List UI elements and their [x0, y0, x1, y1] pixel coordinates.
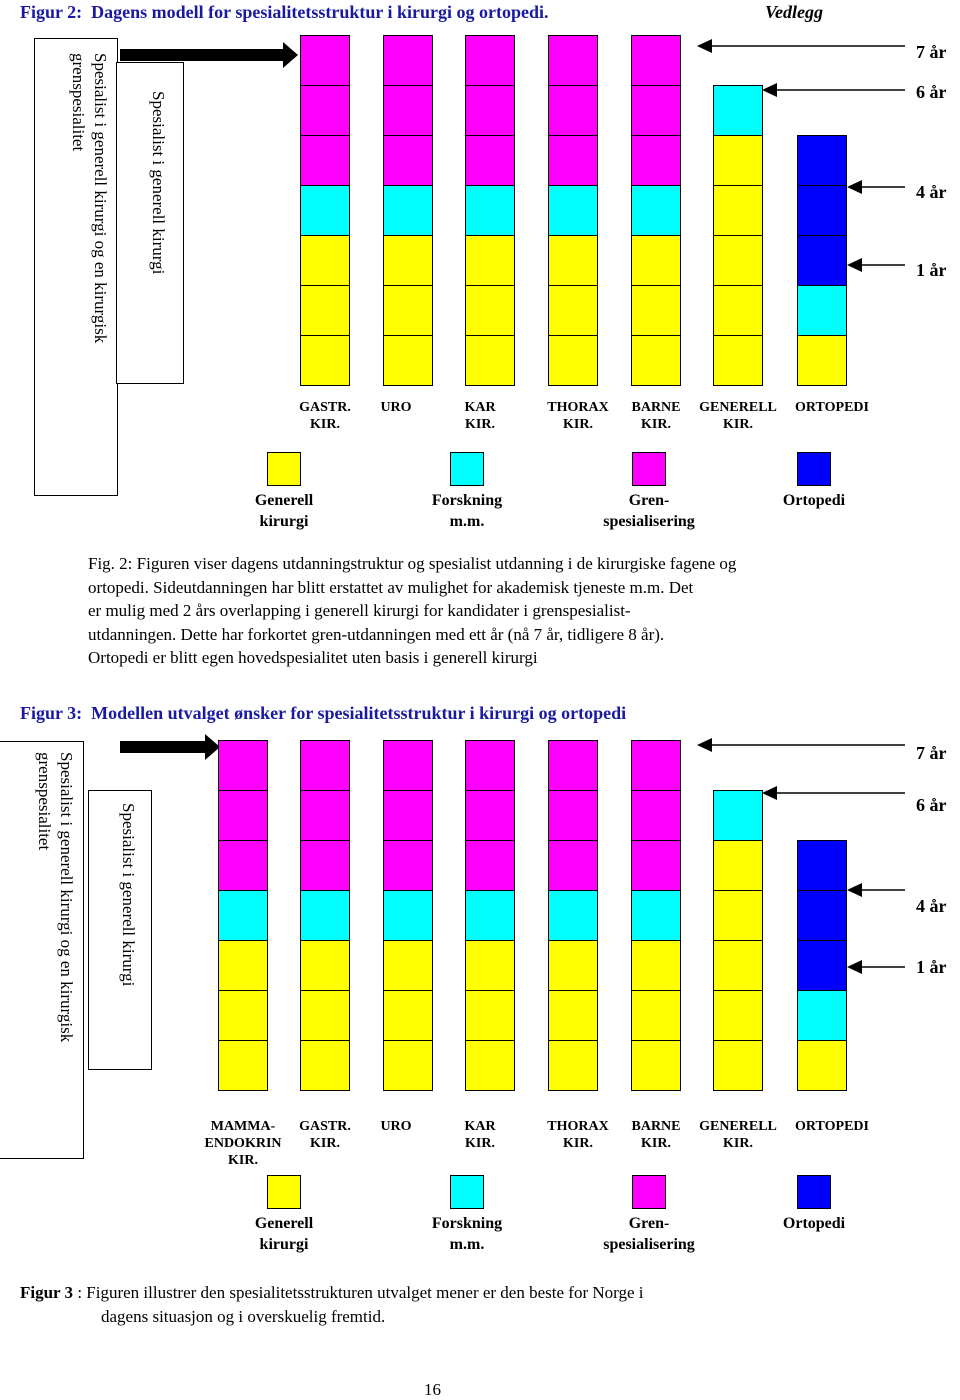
fig3-column	[218, 741, 268, 1091]
fig2-legend-label: Gren- spesialisering	[603, 492, 695, 530]
fig3-inner-box-text: Spesialist i generell kirurgi	[119, 803, 138, 987]
page-number: 16	[424, 1380, 441, 1399]
fig3-column	[713, 791, 763, 1091]
fig2-column-label: GASTR. KIR.	[299, 400, 351, 432]
fig3-cell-forskning	[465, 890, 515, 941]
fig3-cell-generell	[548, 1040, 598, 1091]
fig3-legend-label: Forskning m.m.	[431, 1215, 503, 1253]
fig3-top-arrow-head	[697, 738, 712, 752]
fig3-4ar-arrow-head	[847, 883, 862, 897]
fig3-cell-gren	[383, 740, 433, 791]
fig3-title-label: Figur 3:	[20, 703, 83, 723]
fig3-cell-ortopedi	[797, 840, 847, 891]
fig3-cell-generell	[465, 990, 515, 1041]
fig2-legend-label: Forskning m.m.	[431, 492, 503, 530]
fig3-6ar-arrow-head	[762, 786, 777, 800]
fig2-thick-arrow	[120, 42, 298, 68]
fig3-year-label: 4 år	[916, 896, 947, 916]
fig3-column-label: BARNE KIR.	[631, 1119, 681, 1151]
fig2-top-arrow-head	[697, 39, 712, 53]
fig3-cell-generell	[797, 1040, 847, 1091]
fig3-cell-generell	[713, 890, 763, 941]
fig2-legend-label: Ortopedi	[782, 492, 846, 509]
fig3-cell-generell	[631, 990, 681, 1041]
fig2-column-label: THORAX KIR.	[547, 400, 609, 432]
fig3-cell-generell	[383, 940, 433, 991]
fig3-cell-generell	[465, 1040, 515, 1091]
fig3-cell-generell	[713, 940, 763, 991]
fig2-caption-line-2: ortopedi. Sideutdanningen har blitt erstattet av mulighet for akademisk tjeneste m.m. Det	[88, 577, 694, 597]
fig2-caption-line-1: Fig. 2: Figuren viser dagens utdanningstruktur og spesialist utdanning i de kirurgiske fagene og	[88, 554, 737, 573]
fig2-caption-line-5: Ortopedi er blitt egen hovedspesialitet uten basis i generell kirurgi	[88, 648, 538, 667]
fig3-cell-gren	[218, 840, 268, 891]
fig3-cell-forskning	[218, 890, 268, 941]
fig2-1ar-arrow-head	[847, 258, 862, 272]
vedlegg-label: Vedlegg	[765, 2, 823, 22]
fig3-cell-gren	[383, 790, 433, 841]
fig3-cell-gren	[631, 740, 681, 791]
fig3-cell-forskning	[713, 790, 763, 841]
fig3-cell-generell	[300, 1040, 350, 1091]
fig3-cell-generell	[548, 990, 598, 1041]
fig3-cell-generell	[300, 940, 350, 991]
fig3-outer-box	[0, 741, 84, 1159]
fig2-column-label: ORTOPEDI	[795, 400, 869, 415]
fig2-title-label: Figur 2:	[20, 2, 83, 22]
fig2-caption-line-3: er mulig med 2 års overlapping i generell kirurgi for kandidater i grenspesialist-	[88, 601, 631, 620]
fig2-caption	[88, 552, 882, 670]
fig3-cell-gren	[300, 790, 350, 841]
fig3-year-label: 7 år	[916, 743, 947, 763]
fig2-outer-box-text: Spesialist i generell kirurgi og en kirurgisk grenspesialitet	[69, 53, 110, 344]
fig3-cell-gren	[383, 840, 433, 891]
fig3-outer-box-text: Spesialist i generell kirurgi og en kirurgisk grenspesialitet	[35, 752, 76, 1043]
fig3-cell-forskning	[300, 890, 350, 941]
fig3-cell-gren	[218, 790, 268, 841]
fig3-cell-generell	[713, 1040, 763, 1091]
fig3-legend-swatch-gren	[632, 1175, 666, 1209]
fig3-column	[548, 741, 598, 1091]
fig2-4ar-arrow-head	[847, 180, 862, 194]
fig3-cell-ortopedi	[797, 890, 847, 941]
fig3-1ar-arrow-head	[847, 960, 862, 974]
fig3-legend-swatch-forskning	[450, 1175, 484, 1209]
fig3-cell-gren	[300, 840, 350, 891]
fig3-cell-generell	[465, 940, 515, 991]
fig2-year-label: 6 år	[916, 82, 947, 102]
fig2-6ar-arrow-head	[762, 83, 777, 97]
fig2-caption-line-4: utdanningen. Dette har forkortet gren-utdanningen med ett år (nå 7 år, tidligere 8 år).	[88, 624, 665, 644]
fig2-year-label: 7 år	[916, 42, 947, 62]
fig3-column-label: MAMMA- ENDOKRIN KIR.	[204, 1119, 282, 1168]
fig3-column	[465, 741, 515, 1091]
fig3-cell-generell	[218, 940, 268, 991]
fig3-column-label: THORAX KIR.	[547, 1119, 609, 1151]
fig3-inner-box	[88, 790, 152, 1070]
fig3-year-label: 1 år	[916, 957, 947, 977]
fig3-cell-forskning	[631, 890, 681, 941]
fig3-column-label: ORTOPEDI	[795, 1119, 869, 1134]
fig3-cell-forskning	[797, 990, 847, 1041]
fig3-cell-generell	[631, 1040, 681, 1091]
fig3-cell-forskning	[548, 890, 598, 941]
fig2-column-label: KAR KIR.	[464, 400, 496, 432]
fig3-title-text: Modellen utvalget ønsker for spesialitetsstruktur i kirurgi og ortopedi	[91, 703, 627, 723]
fig2-legend-label: Generell kirurgi	[254, 492, 314, 530]
fig3-year-label: 6 år	[916, 795, 947, 815]
fig3-title	[20, 703, 626, 724]
fig2-column-label: GENERELL KIR.	[699, 400, 777, 432]
fig3-cell-gren	[631, 840, 681, 891]
fig3-cell-forskning	[383, 890, 433, 941]
fig3-caption-label: Figur 3	[20, 1283, 74, 1302]
fig3-cell-generell	[713, 840, 763, 891]
fig3-cell-gren	[218, 740, 268, 791]
fig3-caption-text-2: dagens situasjon og i overskuelig fremtid.	[101, 1307, 386, 1326]
fig3-column-label: KAR KIR.	[464, 1119, 496, 1151]
fig3-cell-generell	[631, 940, 681, 991]
fig3-cell-gren	[465, 840, 515, 891]
fig3-column	[631, 741, 681, 1091]
fig3-caption	[20, 1281, 920, 1329]
fig3-cell-generell	[383, 990, 433, 1041]
fig3-cell-gren	[548, 790, 598, 841]
fig2-column-label: BARNE KIR.	[631, 400, 681, 432]
fig2-column-label: URO	[380, 400, 412, 415]
fig3-cell-gren	[548, 740, 598, 791]
fig3-legend-label: Gren- spesialisering	[603, 1215, 695, 1253]
fig2-inner-box-text: Spesialist i generell kirurgi	[149, 91, 168, 275]
fig3-legend-swatch-generell	[267, 1175, 301, 1209]
fig3-caption-text: : Figuren illustrer den spesialitetsstrukturen utvalget mener er den beste for Norge i	[73, 1283, 644, 1302]
fig3-column-label: GENERELL KIR.	[699, 1119, 777, 1151]
fig3-column	[797, 841, 847, 1091]
fig3-legend-swatch-ortopedi	[797, 1175, 831, 1209]
fig2-year-label: 4 år	[916, 182, 947, 202]
fig3-cell-gren	[465, 790, 515, 841]
fig3-column-label: URO	[380, 1119, 412, 1134]
fig3-cell-generell	[548, 940, 598, 991]
fig3-cell-generell	[218, 1040, 268, 1091]
fig3-cell-ortopedi	[797, 940, 847, 991]
fig3-column	[383, 741, 433, 1091]
fig2-year-label: 1 år	[916, 260, 947, 280]
fig3-legend-label: Generell kirurgi	[254, 1215, 314, 1253]
fig3-cell-generell	[713, 990, 763, 1041]
fig3-column	[300, 741, 350, 1091]
fig3-column-label: GASTR. KIR.	[299, 1119, 351, 1151]
fig3-cell-gren	[631, 790, 681, 841]
fig2-title-text: Dagens modell for spesialitetsstruktur i kirurgi og ortopedi.	[91, 2, 549, 22]
fig3-cell-gren	[465, 740, 515, 791]
fig3-cell-gren	[300, 740, 350, 791]
fig3-cell-generell	[300, 990, 350, 1041]
fig3-cell-generell	[218, 990, 268, 1041]
fig3-cell-gren	[548, 840, 598, 891]
fig3-legend-label: Ortopedi	[782, 1215, 846, 1232]
fig3-cell-generell	[383, 1040, 433, 1091]
fig3-thick-arrow	[120, 734, 220, 760]
